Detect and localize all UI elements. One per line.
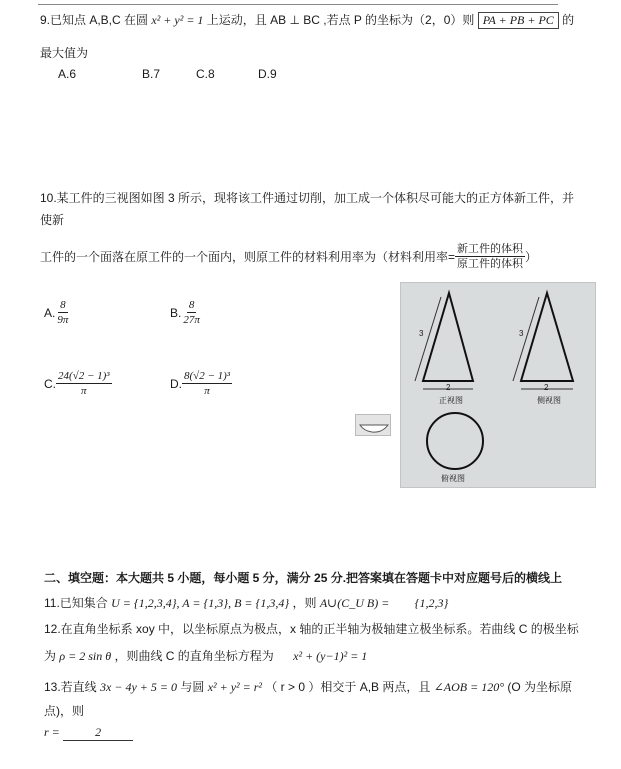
q10-option-c-label: C.	[44, 376, 56, 391]
front-view-height-label: 3	[419, 329, 424, 338]
q11-answer: {1,2,3}	[414, 596, 449, 610]
side-view-dim-line	[513, 297, 539, 381]
q12-answer: x² + (y−1)² = 1	[293, 649, 368, 663]
q10-option-a-fraction	[55, 298, 70, 327]
q13-circle-equation: x² + y² = r²	[207, 680, 262, 694]
q9-vector-expression: PA + PB + PC	[478, 12, 559, 29]
q13-line2: 点)，则	[44, 704, 84, 718]
q11-sets: U = {1,2,3,4}, A = {1,3}, B = {1,3,4}	[111, 596, 290, 610]
q13-line-equation: 3x − 4y + 5 = 0	[100, 680, 177, 694]
q10-option-b	[170, 298, 202, 327]
q9-option-c: C.8	[196, 67, 215, 81]
q12-polar-equation: ρ = 2 sin θ	[59, 649, 112, 663]
side-view-triangle	[521, 293, 573, 381]
q13-answer-label: r =	[44, 725, 60, 739]
q9-option-a: A.6	[58, 67, 77, 81]
q12-line2-mid: ，则曲线 C 的直角坐标方程为	[114, 649, 274, 663]
q10-line1: 10.某工件的三视图如图 3 所示，现将该工件通过切削，加工成一个体积尽可能大的正方体新工件，并	[40, 191, 575, 205]
q13-prefix: 13.若直线	[44, 680, 97, 694]
q13-angle: ∠AOB = 120°	[433, 680, 504, 694]
q13-answer: 2	[63, 725, 133, 741]
q10-option-a	[44, 298, 70, 327]
q10-option-d-num: 8(√2 − 1)³	[184, 370, 231, 382]
q11-expression: A∪(C_U B) =	[319, 596, 390, 610]
q10-option-c-den: π	[81, 385, 87, 397]
q13-answer-line	[44, 725, 133, 741]
q9-mid: 上运动，且 AB ⊥ BC ,若点 P 的坐标为（2，0）则	[206, 13, 475, 27]
three-view-figure	[400, 282, 596, 488]
q10-line3-prefix: 工件的一个面落在原工件的一个面内，则原工件的材料利用率为（材料利用率=	[40, 250, 456, 264]
top-view-caption: 俯视图	[441, 474, 465, 483]
q9-option-b: B.7	[142, 67, 161, 81]
q10-option-c-fraction	[56, 369, 112, 398]
q10-option-d-den: π	[204, 385, 210, 397]
q10-option-c-num: 24(√2 − 1)³	[58, 370, 110, 382]
q9-line1	[40, 11, 574, 29]
q13-suffix: (O 为坐标原	[507, 680, 573, 694]
q10-line3-suffix: ）	[525, 250, 538, 264]
boat-shape-icon	[356, 415, 392, 437]
q11-prefix: 11.已知集合	[44, 596, 108, 610]
top-view-circle	[427, 413, 483, 469]
side-view-height-label: 3	[519, 329, 524, 338]
q10-line2: 使新	[40, 213, 65, 227]
three-view-drawing	[401, 283, 597, 489]
q11-mid: ，则	[292, 596, 317, 610]
q10-option-b-num: 8	[188, 299, 195, 311]
q10-option-a-label: A.	[44, 305, 56, 320]
q10-option-b-fraction	[181, 298, 202, 327]
q13-mid2: （ r > 0 ）相交于 A,B 两点，且	[265, 680, 431, 694]
top-rule	[38, 4, 558, 5]
front-view-dim-line	[415, 297, 441, 381]
q9-option-d: D.9	[258, 67, 277, 81]
q10-option-d-fraction	[182, 369, 232, 398]
q10-option-a-num: 8	[60, 299, 66, 311]
front-view-triangle	[423, 293, 473, 381]
q13-line1	[44, 678, 572, 695]
q10-line3	[40, 242, 537, 271]
q10-option-a-den: 9π	[57, 314, 69, 326]
front-view-base-label: 2	[446, 383, 451, 392]
q13-mid1: 与圆	[180, 680, 205, 694]
q10-option-b-label: B.	[170, 305, 182, 320]
q10-ratio-denominator: 原工件的体积	[457, 258, 524, 270]
q10-option-b-den: 27π	[183, 314, 200, 326]
q10-option-c	[44, 369, 112, 398]
q10-option-d	[170, 369, 232, 398]
small-thumbnail-image	[355, 414, 391, 436]
side-view-caption: 侧视图	[537, 396, 561, 405]
q9-circle-equation: x² + y² = 1	[151, 13, 204, 27]
q9-prefix: 9.已知点 A,B,C 在圆	[40, 13, 149, 27]
section2-heading: 二、填空题：本大题共 5 小题，每小题 5 分，满分 25 分.把答案填在答题卡中对应题号后的横线上	[44, 571, 563, 585]
q11-line	[44, 594, 448, 611]
q12-line2-prefix: 为	[44, 649, 57, 663]
q12-line2	[44, 647, 367, 664]
q10-option-d-label: D.	[170, 376, 182, 391]
side-view-base-label: 2	[544, 383, 549, 392]
front-view-caption: 正视图	[439, 396, 463, 405]
q9-suffix: 的	[562, 13, 575, 27]
q12-line1: 12.在直角坐标系 xoy 中，以坐标原点为极点，x 轴的正半轴为极轴建立极坐标系。若曲线 C 的极坐标	[44, 622, 579, 636]
q10-ratio-fraction	[455, 242, 525, 271]
q9-line2: 最大值为	[40, 46, 89, 60]
q10-ratio-numerator: 新工件的体积	[457, 243, 524, 255]
